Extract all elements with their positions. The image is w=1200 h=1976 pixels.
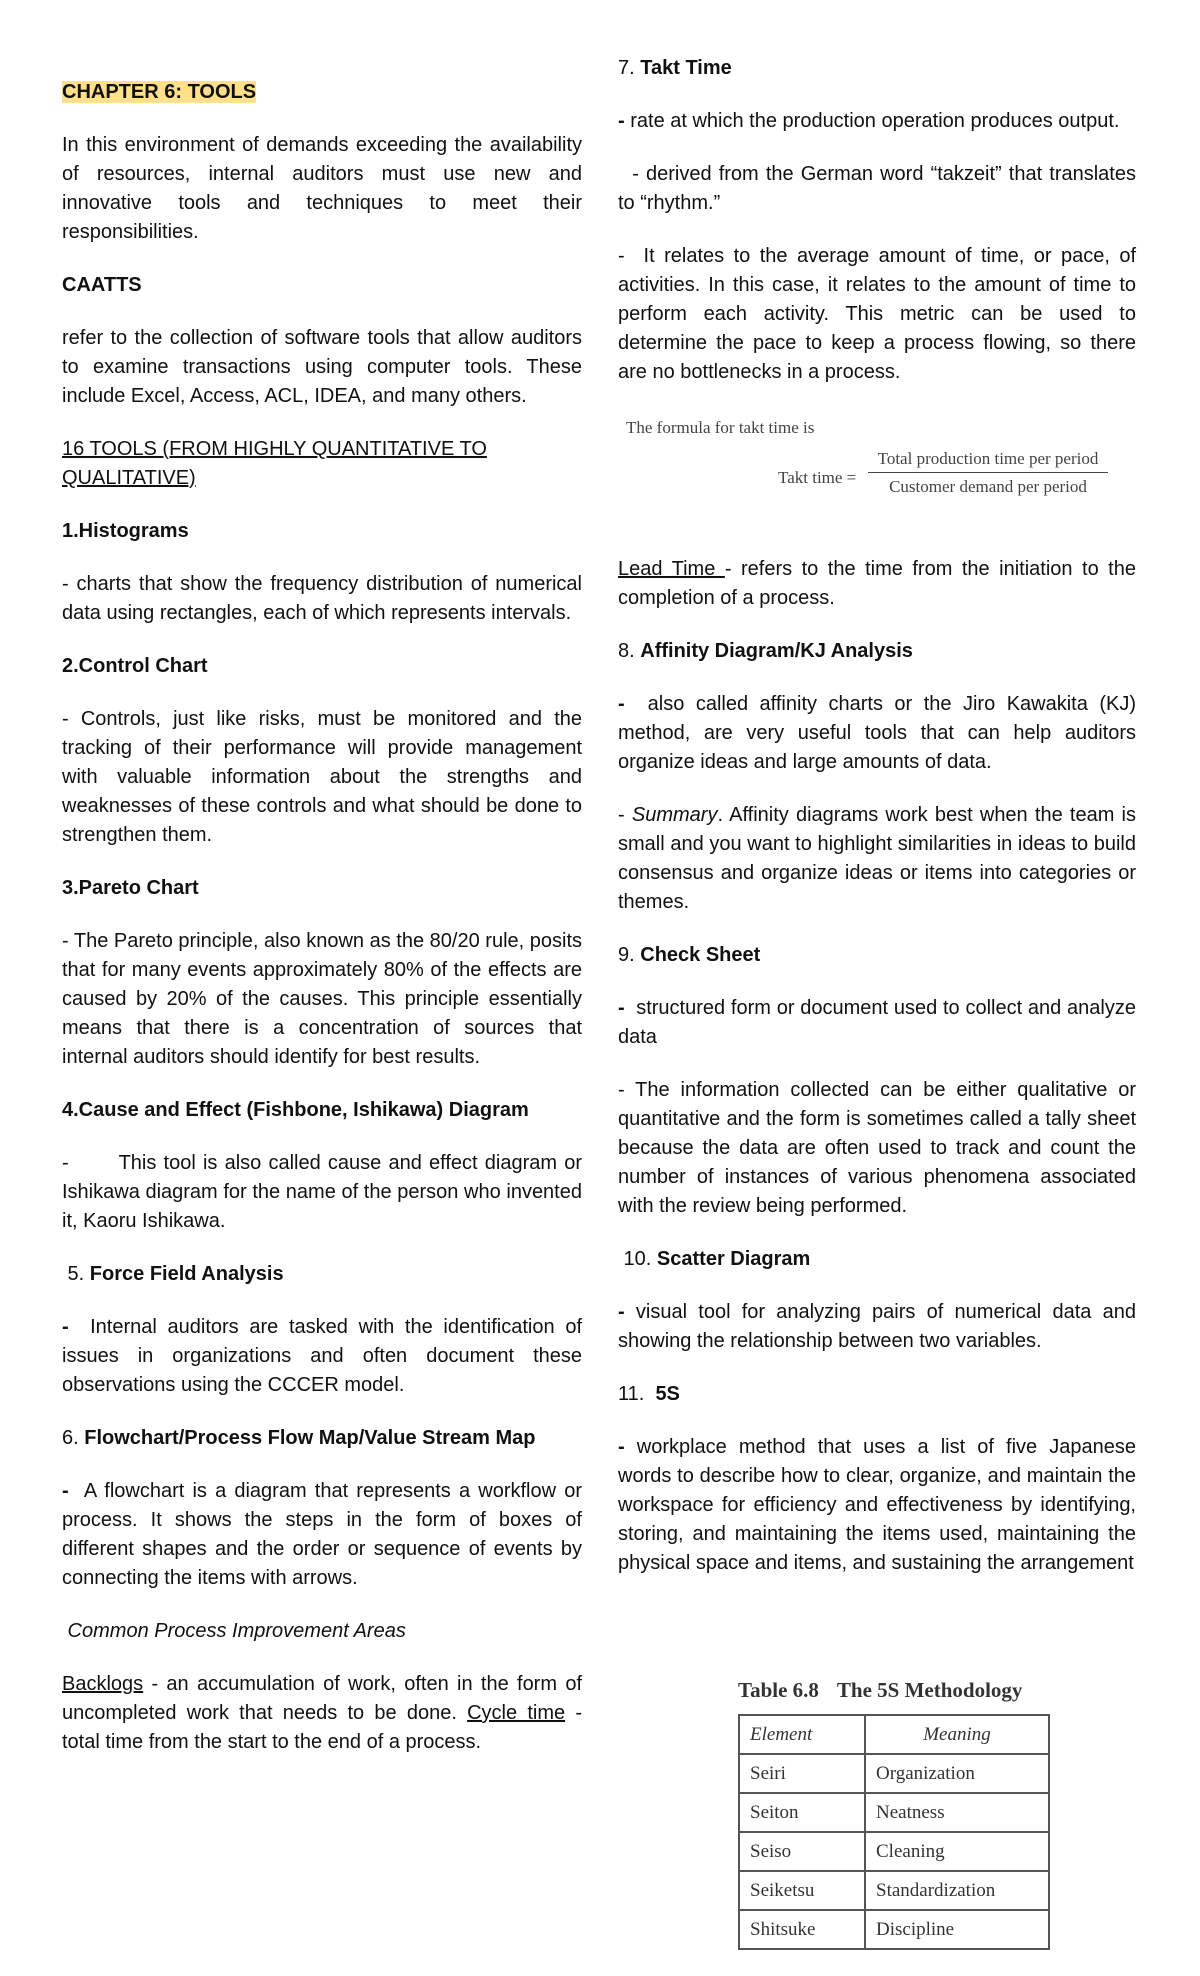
check-sheet-number: 9. bbox=[618, 944, 641, 966]
check-sheet-heading: Check Sheet bbox=[640, 944, 761, 966]
table-cell-element: Seiketsu bbox=[739, 1871, 865, 1910]
table-cell-meaning: Organization bbox=[865, 1754, 1049, 1793]
formula-lead: The formula for takt time is bbox=[626, 418, 815, 437]
flowchart-text-para bbox=[62, 1477, 588, 1593]
table-cell-meaning: Neatness bbox=[865, 1793, 1049, 1832]
table-row bbox=[739, 1754, 1049, 1793]
formula-denominator: Customer demand per period bbox=[889, 477, 1087, 496]
affinity-summary-dash: - bbox=[618, 804, 632, 826]
scatter-dash: - bbox=[618, 1301, 625, 1323]
takt-heading-para bbox=[618, 54, 1136, 83]
fives-table-name: The 5S Methodology bbox=[836, 1678, 1023, 1702]
affinity-heading-para bbox=[618, 637, 1136, 666]
table-row bbox=[739, 1793, 1049, 1832]
chapter-title: CHAPTER 6: TOOLS bbox=[62, 81, 257, 103]
fives-heading-para bbox=[618, 1380, 1136, 1409]
affinity-text-2: . Affinity diagrams work best when the team is small and you want to highlight similarities in ideas to build consensus and organize ideas or items into categories or themes. bbox=[618, 804, 1137, 913]
backlogs-text: - an accumulation of work, often in the form of uncompleted work that needs to be done. bbox=[62, 1673, 582, 1724]
fives-table-figure bbox=[738, 1676, 1050, 1950]
affinity-number: 8. bbox=[618, 640, 641, 662]
scatter-number: 10. bbox=[618, 1248, 657, 1270]
backlogs-term: Backlogs bbox=[62, 1673, 144, 1695]
table-cell-meaning: Cleaning bbox=[865, 1832, 1049, 1871]
table-header-row bbox=[739, 1715, 1049, 1754]
flowchart-text: A flowchart is a diagram that represents a workflow or process. It shows the steps in the form of boxes of different shapes and the order or sequence of events by connecting the items with arrows. bbox=[62, 1480, 588, 1589]
caatts-heading: CAATTS bbox=[62, 274, 142, 296]
scatter-heading: Scatter Diagram bbox=[656, 1248, 811, 1270]
flowchart-number: 6. bbox=[62, 1427, 85, 1449]
force-field-number: 5. bbox=[62, 1263, 90, 1285]
pareto-chart-heading: 3.Pareto Chart bbox=[62, 877, 199, 899]
fives-table-title bbox=[738, 1676, 1050, 1704]
right-column bbox=[618, 0, 1142, 1602]
table-cell-element: Seiton bbox=[739, 1793, 865, 1832]
tools-heading: 16 TOOLS (FROM HIGHLY QUANTITATIVE TO QUALITATIVE) bbox=[62, 438, 487, 489]
takt-text-1-para bbox=[618, 107, 1136, 136]
table-row bbox=[739, 1832, 1049, 1871]
affinity-heading: Affinity Diagram/KJ Analysis bbox=[640, 640, 913, 662]
formula-fraction bbox=[868, 447, 1108, 499]
lead-time-para bbox=[618, 555, 1136, 613]
backlogs-cycle-para bbox=[62, 1670, 594, 1757]
flowchart-dash: - bbox=[62, 1480, 69, 1502]
lead-time-text: - refers to the time from the initiation to the completion of a process. bbox=[618, 558, 1136, 609]
force-field-heading: Force Field Analysis bbox=[89, 1263, 284, 1285]
affinity-summary-label: Summary bbox=[631, 804, 718, 826]
check-sheet-heading-para bbox=[618, 941, 1136, 970]
common-areas-heading: Common Process Improvement Areas bbox=[62, 1620, 406, 1642]
caatts-text: refer to the collection of software tools that allow auditors to examine transactions using computer tools. These include Excel, Access, ACL, IDEA, and many others. bbox=[62, 327, 582, 407]
left-column bbox=[62, 0, 594, 1781]
takt-dash: - bbox=[618, 110, 625, 132]
takt-heading: Takt Time bbox=[640, 57, 732, 79]
formula-lhs: Takt time = bbox=[778, 468, 857, 487]
cycle-time-text: - total time from the start to the end of a process. bbox=[62, 1702, 594, 1753]
fives-dash: - bbox=[618, 1436, 625, 1458]
control-chart-text: - Controls, just like risks, must be monitored and the tracking of their performance will provide management with valuable information about the strengths and weaknesses of these controls and what should be done to strengthen them. bbox=[62, 708, 582, 846]
flowchart-heading: Flowchart/Process Flow Map/Value Stream Map bbox=[84, 1427, 536, 1449]
table-row bbox=[739, 1910, 1049, 1949]
check-sheet-dash: - bbox=[618, 997, 625, 1019]
scatter-heading-para bbox=[618, 1245, 1136, 1274]
table-cell-element: Shitsuke bbox=[739, 1910, 865, 1949]
force-field-text: Internal auditors are tasked with the identification of issues in organizations and often document these observations using the CCCER model. bbox=[62, 1316, 588, 1396]
formula-numerator: Total production time per period bbox=[877, 449, 1099, 468]
takt-number: 7. bbox=[618, 57, 641, 79]
table-cell-element: Seiso bbox=[739, 1832, 865, 1871]
takt-formula bbox=[618, 411, 1136, 521]
fives-text-para bbox=[618, 1433, 1136, 1578]
takt-text-3: - It relates to the average amount of time, or pace, of activities. In this case, it relates to the amount of time to perform each activity. This metric can be used to determine the pace to keep a process flowing, so there are no bottlenecks in a process. bbox=[618, 245, 1142, 383]
fives-number: 11. bbox=[618, 1383, 656, 1405]
takt-text-1: rate at which the production operation produces output. bbox=[624, 110, 1120, 132]
fives-heading: 5S bbox=[655, 1383, 680, 1405]
intro-text: In this environment of demands exceeding the availability of resources, internal auditors must use new and innovative tools and techniques to meet their responsibilities. bbox=[62, 134, 582, 243]
fishbone-text: - This tool is also called cause and effect diagram or Ishikawa diagram for the name of the person who invented it, Kaoru Ishikawa. bbox=[62, 1152, 588, 1232]
formula-fraction-bar bbox=[868, 472, 1108, 473]
affinity-text-2-para bbox=[618, 801, 1136, 917]
table-header-element: Element bbox=[739, 1715, 865, 1754]
scatter-text: visual tool for analyzing pairs of numerical data and showing the relationship between two variables. bbox=[618, 1301, 1136, 1352]
affinity-text-1: also called affinity charts or the Jiro Kawakita (KJ) method, are very useful tools that can help auditors organize ideas and large amounts of data. bbox=[618, 693, 1142, 773]
table-row bbox=[739, 1871, 1049, 1910]
table-cell-meaning: Discipline bbox=[865, 1910, 1049, 1949]
fives-table-label: Table 6.8 bbox=[738, 1678, 819, 1702]
fishbone-heading: 4.Cause and Effect (Fishbone, Ishikawa) Diagram bbox=[62, 1099, 529, 1121]
check-sheet-text-2: - The information collected can be either qualitative or quantitative and the form is sometimes called a tally sheet because the data are often used to track and count the number of instances of various phenomena associated with the review being performed. bbox=[618, 1079, 1136, 1217]
force-field-dash: - bbox=[62, 1316, 69, 1338]
control-chart-heading: 2.Control Chart bbox=[62, 655, 208, 677]
fives-text: workplace method that uses a list of five Japanese words to describe how to clear, organize, and maintain the workspace for efficiency and effectiveness by identifying, storing, and maintaining the items used, maintaining the physical space and items, and sustaining the arrangement bbox=[618, 1436, 1136, 1574]
takt-text-2: - derived from the German word “takzeit” that translates to “rhythm.” bbox=[618, 163, 1142, 214]
cycle-time-term: Cycle time bbox=[467, 1702, 566, 1724]
check-sheet-text-1-para bbox=[618, 994, 1142, 1052]
table-cell-element: Seiri bbox=[739, 1754, 865, 1793]
chapter-title-para bbox=[62, 78, 582, 107]
table-header-meaning: Meaning bbox=[865, 1715, 1049, 1754]
check-sheet-text-1: structured form or document used to collect and analyze data bbox=[618, 997, 1142, 1048]
pareto-chart-text: - The Pareto principle, also known as the 80/20 rule, posits that for many events approximately 80% of the effects are caused by 20% of the causes. This principle essentially means that there is a concentration of sources that internal auditors should identify for best results. bbox=[62, 930, 582, 1068]
scatter-text-para bbox=[618, 1298, 1136, 1356]
fives-table bbox=[738, 1714, 1050, 1950]
histograms-text: - charts that show the frequency distribution of numerical data using rectangles, each of which represents intervals. bbox=[62, 573, 582, 624]
affinity-text-1-para bbox=[618, 690, 1142, 777]
force-field-heading-para bbox=[62, 1260, 582, 1289]
table-cell-meaning: Standardization bbox=[865, 1871, 1049, 1910]
force-field-text-para bbox=[62, 1313, 588, 1400]
flowchart-heading-para bbox=[62, 1424, 582, 1453]
histograms-heading: 1.Histograms bbox=[62, 520, 189, 542]
lead-time-term: Lead Time bbox=[618, 558, 725, 580]
affinity-dash: - bbox=[618, 693, 625, 715]
